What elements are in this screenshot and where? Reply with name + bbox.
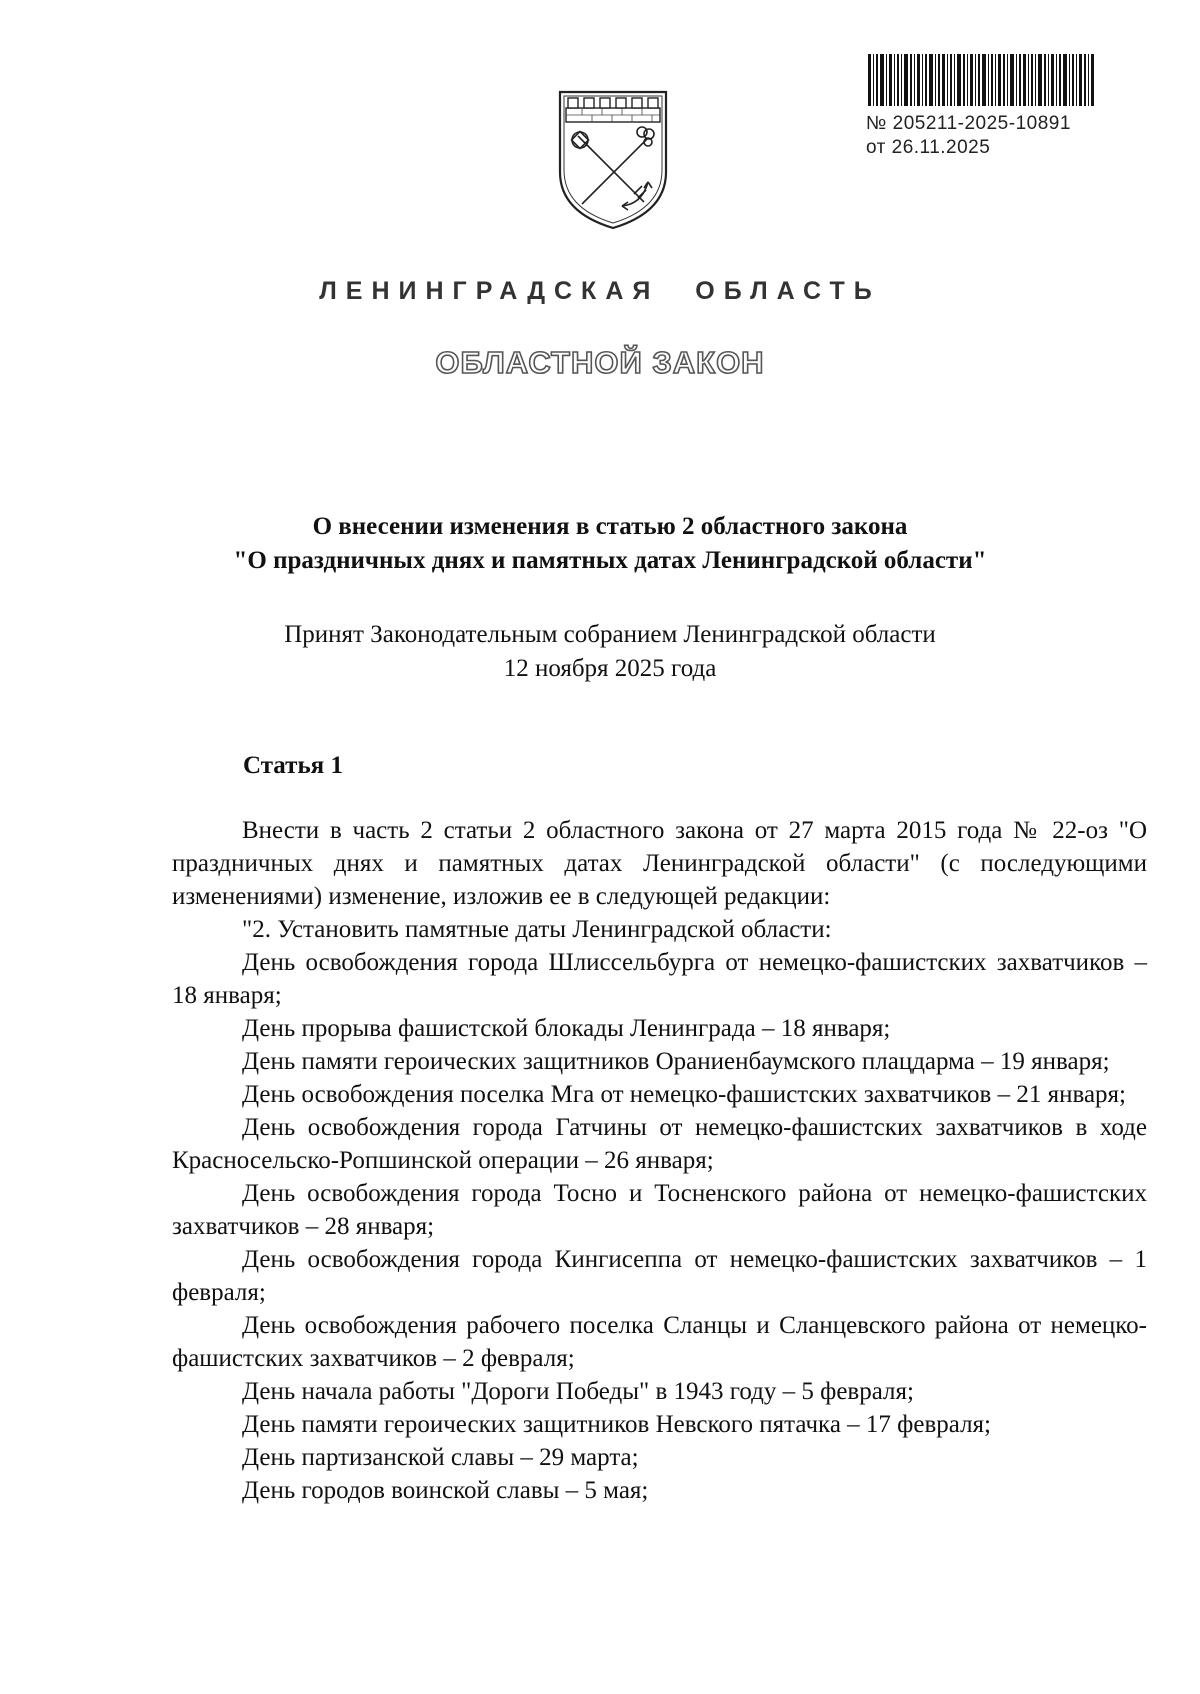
memorial-date-item: День начала работы "Дороги Победы" в 1943 году – 5 февраля; [242,1378,914,1405]
law-title-line-2: "О праздничных днях и памятных датах Ленинградской области" [233,547,987,574]
adoption-note [120,618,1100,686]
adoption-line-1: Принят Законодательным собранием Ленинградской области [284,621,936,648]
memorial-date-item: День памяти героических защитников Ораниенбаумского плацдарма – 19 января; [242,1048,1110,1075]
leningrad-oblast-coat-of-arms-icon [552,84,674,230]
registration-number: № 205211-2025-10891 [866,113,1071,134]
barcode-icon [868,54,1094,106]
article-paragraph: "2. Установить памятные даты Ленинградской области: [242,916,832,943]
article-heading: Статья 1 [243,752,343,779]
registration-date: от 26.11.2025 [866,137,991,158]
article-paragraph: Внести в часть 2 статьи 2 областного закона от 27 марта 2015 года № 22-оз "О праздничных днях и памятных датах Ленинградской области" (с последующими изменениями) изменение, изложив ее в следующей редакции: [172,817,1147,910]
memorial-date-item: День городов воинской славы – 5 мая; [242,1477,649,1504]
memorial-date-item: День освобождения поселка Мга от немецко-фашистских захватчиков – 21 января; [242,1081,1126,1108]
article-body [172,814,1147,1507]
adoption-date: 12 ноября 2025 года [503,655,717,682]
registration-block [858,54,1098,160]
memorial-date-item: День освобождения города Шлиссельбурга от немецко-фашистских захватчиков – 18 января; [172,949,1147,1009]
law-title-line-1: О внесении изменения в статью 2 областного закона [312,513,908,540]
law-type-heading: ОБЛАСТНОЙ ЗАКОН [435,345,765,380]
memorial-date-item: День памяти героических защитников Невского пятачка – 17 февраля; [242,1411,991,1438]
memorial-date-item: День освобождения города Кингисеппа от немецко-фашистских захватчиков – 1 февраля; [172,1246,1147,1306]
memorial-date-item: День освобождения города Гатчины от немецко-фашистских захватчиков в ходе Красносельско-Ропшинской операции – 26 января; [172,1114,1147,1174]
memorial-date-item: День прорыва фашистской блокады Ленинграда – 18 января; [242,1015,891,1042]
memorial-date-item: День освобождения города Тосно и Тосненского района от немецко-фашистских захватчиков – 28 января; [172,1180,1147,1240]
memorial-date-item: День освобождения рабочего поселка Сланцы и Сланцевского района от немецко-фашистских захватчиков – 2 февраля; [172,1312,1147,1372]
memorial-date-item: День партизанской славы – 29 марта; [242,1444,639,1471]
law-title [120,510,1100,578]
region-name: ЛЕНИНГРАДСКАЯ ОБЛАСТЬ [319,277,881,305]
